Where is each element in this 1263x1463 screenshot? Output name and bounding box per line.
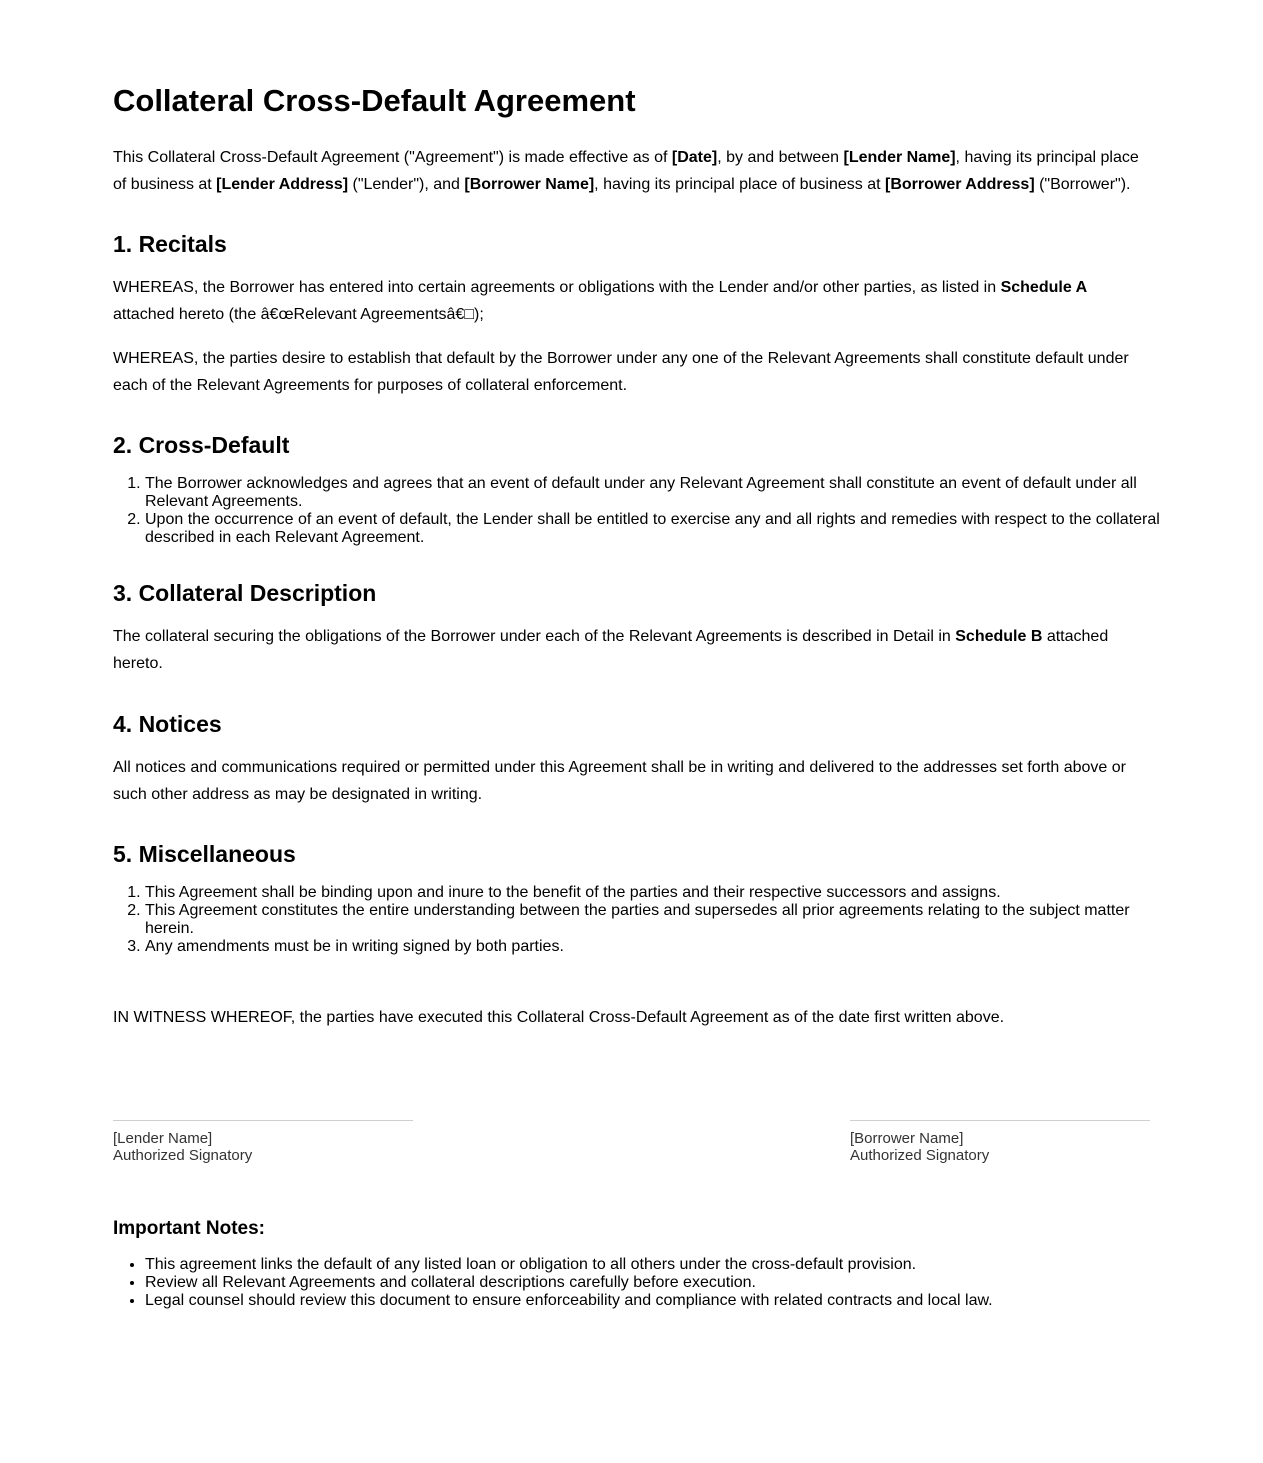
schedule-a-reference: Schedule A bbox=[1000, 279, 1088, 296]
document-body bbox=[113, 0, 1160, 1309]
lender-signature-role: Authorized Signatory bbox=[113, 1147, 253, 1164]
intro-text: , by and between bbox=[717, 149, 844, 166]
intro-text: , having its principal place of business at bbox=[594, 176, 885, 193]
document-title: Collateral Cross-Default Agreement bbox=[113, 83, 636, 118]
intro-text: ("Lender"), and bbox=[348, 176, 465, 193]
important-notes-list bbox=[113, 1256, 1182, 1310]
borrower-signature-name: [Borrower Name] bbox=[850, 1130, 964, 1147]
cross-default-list bbox=[113, 475, 1182, 547]
recitals-text: WHEREAS, the Borrower has entered into certain agreements or obligations with the Lender and/or other parties, as listed in bbox=[113, 279, 1001, 296]
date-placeholder: [Date] bbox=[671, 149, 718, 166]
list-item: 2. This Agreement constitutes the entire understanding between the parties and supersedes all prior agreements relating to the subject matter herein. bbox=[145, 902, 1182, 938]
list-item: 3. Any amendments must be in writing signed by both parties. bbox=[145, 938, 1182, 956]
intro-text: ("Borrower"). bbox=[1034, 176, 1131, 193]
borrower-signature-role: Authorized Signatory bbox=[850, 1147, 990, 1164]
list-item: • Legal counsel should review this document to ensure enforceability and compliance with related contracts and local law. bbox=[145, 1292, 1182, 1310]
list-item: 1. This Agreement shall be binding upon and inure to the benefit of the parties and their respective successors and assigns. bbox=[145, 884, 1182, 902]
notices-paragraph: All notices and communications required or permitted under this Agreement shall be in writing and delivered to the addresses set forth above or such other address as may be designated in writing. bbox=[113, 759, 1126, 803]
lender-signature-block bbox=[113, 1120, 413, 1164]
intro-text: , having its principal place of business at bbox=[113, 149, 1139, 193]
recitals-paragraph-2: WHEREAS, the parties desire to establish that default by the Borrower under any one of the Relevant Agreements shall constitute default under each of the Relevant Agreements for purposes of collateral enforcement. bbox=[113, 350, 1129, 394]
lender-signature-name: [Lender Name] bbox=[113, 1130, 213, 1147]
list-item: 2. Upon the occurrence of an event of default, the Lender shall be entitled to exercise any and all rights and remedies with respect to the collateral described in each Relevant Agreement. bbox=[145, 511, 1182, 547]
miscellaneous-list bbox=[113, 884, 1182, 956]
borrower-signature-block bbox=[850, 1120, 1150, 1164]
lender-name-placeholder: [Lender Name] bbox=[843, 149, 956, 166]
recitals-text: attached hereto (the â€œRelevant Agreementsâ€□); bbox=[113, 306, 484, 323]
section-heading-miscellaneous: 5. Miscellaneous bbox=[113, 841, 296, 867]
borrower-address-placeholder: [Borrower Address] bbox=[885, 176, 1035, 193]
borrower-name-placeholder: [Borrower Name] bbox=[464, 176, 595, 193]
section-heading-cross-default: 2. Cross-Default bbox=[113, 432, 290, 458]
lender-address-placeholder: [Lender Address] bbox=[216, 176, 349, 193]
collateral-text: attached hereto. bbox=[113, 628, 1109, 672]
witness-statement: IN WITNESS WHEREOF, the parties have executed this Collateral Cross-Default Agreement as of the date first written above. bbox=[113, 1009, 1005, 1026]
list-item: 1. The Borrower acknowledges and agrees that an event of default under any Relevant Agreement shall constitute an event of default under all Relevant Agreements. bbox=[145, 475, 1182, 511]
recitals-paragraph-1 bbox=[113, 274, 1150, 328]
list-item: • This agreement links the default of any listed loan or obligation to all others under the cross-default provision. bbox=[145, 1256, 1182, 1274]
schedule-b-reference: Schedule B bbox=[955, 628, 1043, 645]
section-heading-notices: 4. Notices bbox=[113, 711, 222, 737]
list-item: • Review all Relevant Agreements and collateral descriptions carefully before execution. bbox=[145, 1274, 1182, 1292]
intro-paragraph bbox=[113, 144, 1150, 198]
intro-text: This Collateral Cross-Default Agreement ("Agreement") is made effective as of bbox=[113, 149, 672, 166]
section-heading-collateral-description: 3. Collateral Description bbox=[113, 580, 377, 606]
collateral-text: The collateral securing the obligations of the Borrower under each of the Relevant Agreements is described in Detail in bbox=[113, 628, 956, 645]
collateral-paragraph bbox=[113, 623, 1150, 677]
section-heading-recitals: 1. Recitals bbox=[113, 231, 227, 257]
important-notes-heading: Important Notes: bbox=[113, 1218, 265, 1239]
